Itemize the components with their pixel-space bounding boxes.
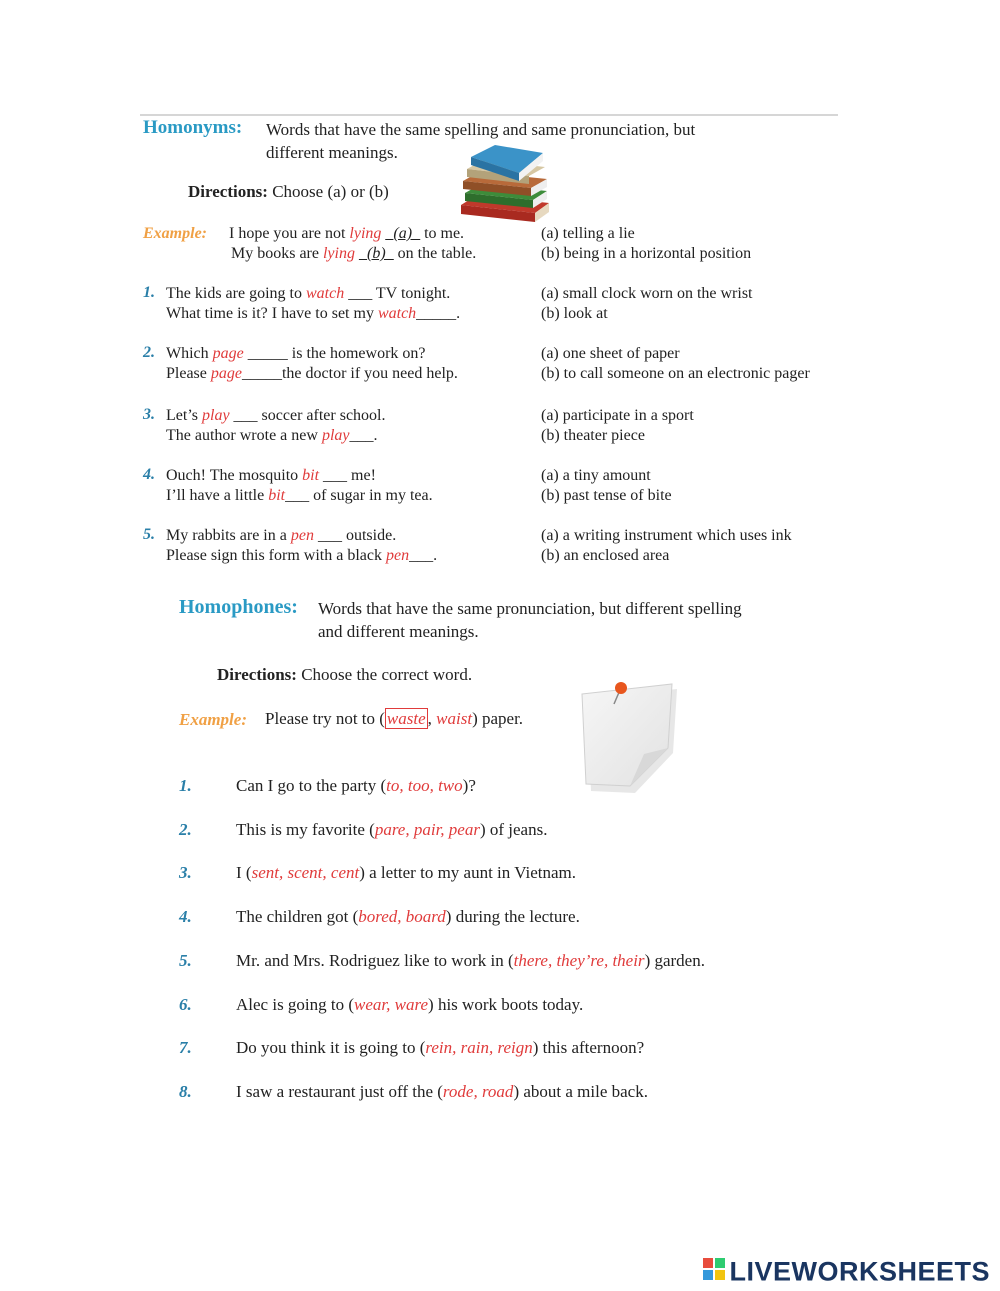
homonyms-title: Homonyms: <box>143 117 243 138</box>
text: Alec is going to ( <box>236 995 355 1014</box>
target-word: play <box>202 407 230 424</box>
text: The kids are going to <box>166 285 302 302</box>
homonyms-example-def-a: (a) telling a lie <box>541 225 635 242</box>
text: Please sign this form with a black <box>166 547 382 564</box>
item-number: 8. <box>179 1082 192 1101</box>
answer-blank: _(b)_ <box>358 245 394 262</box>
item-number: 4. <box>143 466 155 483</box>
homonym-def-b: (b) an enclosed area <box>541 547 670 564</box>
homophones-definition-2: and different meanings. <box>318 622 479 641</box>
answer-blank[interactable]: ___ TV tonight. <box>348 285 451 302</box>
homonyms-example-sentence-1 <box>229 224 464 244</box>
text: Can I go to the party ( <box>236 776 387 795</box>
item-number: 2. <box>143 344 155 361</box>
text: ) this afternoon? <box>532 1038 645 1057</box>
text: ) paper. <box>472 709 524 728</box>
homonym-sentence-2 <box>166 426 377 446</box>
item-number: 3. <box>143 406 155 423</box>
homonym-sentence-2 <box>166 304 460 324</box>
text: ) during the lecture. <box>445 907 580 926</box>
homophones-directions <box>217 665 472 685</box>
word-options[interactable]: rode, road <box>442 1082 514 1101</box>
target-word: lying <box>322 245 355 262</box>
books-stack-illustration <box>455 143 557 228</box>
homophone-sentence <box>236 776 476 796</box>
target-word: pen <box>385 547 410 564</box>
text: ) of jeans. <box>479 820 548 839</box>
homophone-sentence <box>236 907 580 927</box>
homonym-sentence-1 <box>166 344 426 364</box>
directions-text: Choose the correct word. <box>301 665 473 684</box>
homonym-sentence-1 <box>166 284 450 304</box>
homonym-def-b: (b) to call someone on an electronic pager <box>541 365 810 382</box>
text: , <box>427 709 437 728</box>
text: on the table. <box>397 245 477 262</box>
target-word: play <box>321 427 350 444</box>
homonym-sentence-1 <box>166 466 376 486</box>
homonyms-example-sentence-2 <box>231 244 476 264</box>
item-number: 6. <box>179 995 192 1014</box>
target-word: page <box>210 365 242 382</box>
homonyms-definition-1: Words that have the same spelling and same pronunciation, but <box>266 120 696 139</box>
text: What time is it? I have to set my <box>166 305 374 322</box>
item-number: 5. <box>143 526 155 543</box>
text: Let’s <box>166 407 198 424</box>
target-word: bit <box>268 487 286 504</box>
selected-option[interactable]: waste <box>386 709 426 728</box>
item-number: 7. <box>179 1038 192 1057</box>
text: ) about a mile back. <box>513 1082 648 1101</box>
target-word: watch <box>305 285 345 302</box>
text: This is my favorite ( <box>236 820 375 839</box>
homophone-sentence <box>236 1038 644 1058</box>
logo-blocks-icon <box>703 1256 725 1287</box>
homophones-definition-1: Words that have the same pronunciation, but different spelling <box>318 599 742 618</box>
item-number: 5. <box>179 951 192 970</box>
word-options[interactable]: to, too, two <box>386 776 463 795</box>
homonym-sentence-1 <box>166 406 385 426</box>
text: Which <box>166 345 209 362</box>
text: Do you think it is going to ( <box>236 1038 426 1057</box>
text: The children got ( <box>236 907 359 926</box>
homonym-def-b: (b) look at <box>541 305 608 322</box>
text: Please try not to ( <box>265 709 385 728</box>
answer-blank[interactable]: ___ soccer after school. <box>233 407 386 424</box>
option[interactable]: waist <box>436 709 473 728</box>
answer-blank[interactable]: _____. <box>416 305 461 322</box>
sticky-note-illustration <box>574 678 680 796</box>
item-number: 3. <box>179 863 192 882</box>
text: ) a letter to my aunt in Vietnam. <box>359 863 576 882</box>
homonym-sentence-1 <box>166 526 396 546</box>
answer-blank[interactable]: ___. <box>409 547 438 564</box>
directions-label: Directions: <box>217 665 297 684</box>
homonyms-example-label: Example: <box>143 225 207 242</box>
homonym-def-a: (a) a tiny amount <box>541 467 651 484</box>
text: )? <box>462 776 476 795</box>
homophones-title: Homophones: <box>179 596 298 618</box>
answer-blank[interactable]: ___. <box>349 427 378 444</box>
homonym-def-a: (a) small clock worn on the wrist <box>541 285 753 302</box>
homophone-sentence <box>236 951 705 971</box>
directions-text: Choose (a) or (b) <box>272 182 389 201</box>
text: Mr. and Mrs. Rodriguez like to work in ( <box>236 951 514 970</box>
word-options[interactable]: sent, scent, cent <box>251 863 360 882</box>
target-word: bit <box>302 467 320 484</box>
text: Please <box>166 365 207 382</box>
liveworksheets-logo <box>703 1255 990 1287</box>
word-options[interactable]: pare, pair, pear <box>374 820 480 839</box>
answer-blank[interactable]: ___ of sugar in my tea. <box>285 487 433 504</box>
answer-blank[interactable]: _____the doctor if you need help. <box>241 365 458 382</box>
text: to me. <box>424 225 465 242</box>
homonym-def-a: (a) one sheet of paper <box>541 345 680 362</box>
homonym-sentence-2 <box>166 364 458 384</box>
answer-blank[interactable]: _____ is the homework on? <box>247 345 426 362</box>
word-options[interactable]: wear, ware <box>354 995 429 1014</box>
text: My rabbits are in a <box>166 527 287 544</box>
item-number: 1. <box>143 284 155 301</box>
word-options[interactable]: rein, rain, reign <box>425 1038 533 1057</box>
homonym-def-b: (b) past tense of bite <box>541 487 672 504</box>
homophone-sentence <box>236 863 576 883</box>
homonym-def-a: (a) participate in a sport <box>541 407 694 424</box>
target-word: page <box>212 345 244 362</box>
directions-label: Directions: <box>188 182 268 201</box>
homonym-def-a: (a) a writing instrument which uses ink <box>541 527 792 544</box>
homonyms-definition-2: different meanings. <box>266 143 398 162</box>
item-number: 1. <box>179 776 192 795</box>
item-number: 4. <box>179 907 192 926</box>
homonym-sentence-2 <box>166 546 437 566</box>
answer-blank[interactable]: ___ me! <box>323 467 376 484</box>
homonyms-directions <box>188 182 389 202</box>
word-options[interactable]: there, they’re, their <box>513 951 645 970</box>
text: The author wrote a new <box>166 427 318 444</box>
text: I ( <box>236 863 252 882</box>
text: I saw a restaurant just off the ( <box>236 1082 443 1101</box>
text: ) his work boots today. <box>428 995 584 1014</box>
homophone-sentence <box>236 820 547 840</box>
text: My books are <box>231 245 319 262</box>
answer-blank: _(a)_ <box>385 225 421 242</box>
target-word: lying <box>349 225 382 242</box>
homophone-sentence <box>236 1082 648 1102</box>
homophone-sentence <box>236 995 583 1015</box>
word-options[interactable]: bored, board <box>358 907 446 926</box>
text: ) garden. <box>644 951 705 970</box>
target-word: pen <box>290 527 314 544</box>
item-number: 2. <box>179 820 192 839</box>
homonyms-example-def-b: (b) being in a horizontal position <box>541 245 752 262</box>
homonym-def-b: (b) theater piece <box>541 427 645 444</box>
target-word: watch <box>377 305 417 322</box>
text: Ouch! The mosquito <box>166 467 299 484</box>
top-rule <box>140 114 838 116</box>
text: I hope you are not <box>229 225 346 242</box>
logo-text: LIVEWORKSHEETS <box>729 1256 990 1287</box>
text: I’ll have a little <box>166 487 265 504</box>
homophones-example-label: Example: <box>179 710 247 729</box>
homonym-sentence-2 <box>166 486 433 506</box>
homophones-example-sentence <box>265 709 523 729</box>
answer-blank[interactable]: ___ outside. <box>317 527 397 544</box>
